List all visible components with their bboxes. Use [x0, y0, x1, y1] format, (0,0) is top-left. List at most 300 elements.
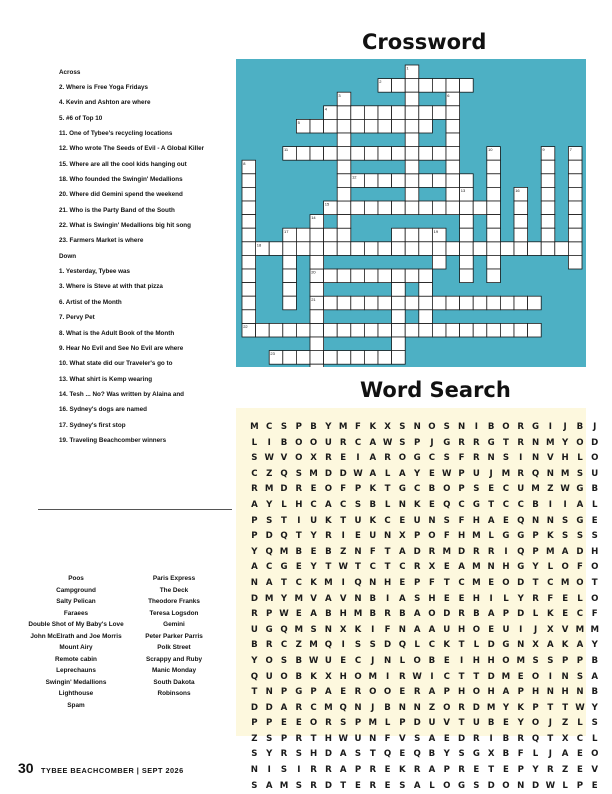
crossword-cell[interactable]: [351, 201, 365, 215]
wordsearch-letter: Y: [532, 765, 539, 776]
wordsearch-letter: A: [399, 468, 406, 479]
crossword-cell[interactable]: [487, 269, 501, 283]
crossword-cell[interactable]: [541, 187, 555, 201]
crossword-cell[interactable]: [378, 242, 392, 256]
crossword-cell[interactable]: [364, 119, 378, 133]
crossword-cell[interactable]: [419, 228, 433, 242]
crossword-cell[interactable]: [528, 242, 542, 256]
crossword-cell[interactable]: [405, 133, 419, 147]
crossword-cell[interactable]: [378, 147, 392, 161]
crossword-cell[interactable]: [568, 255, 582, 269]
crossword-cell[interactable]: [296, 147, 310, 161]
crossword-cell[interactable]: [419, 242, 433, 256]
crossword-cell[interactable]: [351, 269, 365, 283]
crossword-cell[interactable]: [364, 242, 378, 256]
wordsearch-letter: M: [250, 422, 259, 432]
word-bank-item: Lighthouse: [58, 690, 94, 697]
crossword-cell[interactable]: [419, 269, 433, 283]
wordsearch-letter: L: [547, 562, 554, 573]
crossword-cell[interactable]: [528, 323, 542, 337]
crossword-cell[interactable]: [378, 119, 392, 133]
crossword-cell[interactable]: [337, 269, 351, 283]
crossword-clue-number: 15: [324, 201, 330, 207]
crossword-cell[interactable]: [500, 296, 514, 310]
crossword-cell[interactable]: [473, 296, 487, 310]
crossword-cell[interactable]: [337, 215, 351, 229]
wordsearch-letter: I: [548, 422, 552, 432]
crossword-cell[interactable]: [487, 255, 501, 269]
crossword-cell[interactable]: [337, 147, 351, 161]
crossword-cell[interactable]: [283, 242, 297, 256]
crossword-cell[interactable]: [378, 351, 392, 365]
crossword-cell[interactable]: [541, 201, 555, 215]
crossword-cell[interactable]: [419, 119, 433, 133]
crossword-cell[interactable]: [324, 119, 338, 133]
wordsearch-letter: P: [532, 546, 539, 557]
crossword-cell[interactable]: [432, 174, 446, 188]
crossword-cell[interactable]: [392, 106, 406, 120]
crossword-cell[interactable]: [432, 106, 446, 120]
wordsearch-letter: C: [547, 577, 554, 588]
crossword-cell[interactable]: [541, 228, 555, 242]
wordsearch-letter: V: [310, 593, 317, 604]
crossword-cell[interactable]: [568, 242, 582, 256]
crossword-cell[interactable]: [419, 310, 433, 324]
crossword-cell[interactable]: [392, 79, 406, 93]
crossword-cell[interactable]: [392, 119, 406, 133]
wordsearch-letter: A: [399, 593, 406, 604]
crossword-cell[interactable]: [487, 215, 501, 229]
wordsearch-row: [247, 417, 602, 433]
crossword-cell[interactable]: [487, 296, 501, 310]
crossword-cell[interactable]: [541, 215, 555, 229]
crossword-cell[interactable]: [310, 242, 324, 256]
crossword-cell[interactable]: [392, 283, 406, 297]
crossword-cell[interactable]: [460, 269, 474, 283]
wordsearch-letter: R: [325, 718, 332, 729]
wordsearch-letter: D: [457, 733, 466, 744]
crossword-cell[interactable]: [446, 296, 460, 310]
wordsearch-letter: S: [280, 655, 288, 666]
wordsearch-letter: X: [532, 640, 539, 651]
crossword-cell[interactable]: [446, 79, 460, 93]
wordsearch-letter: D: [250, 702, 258, 713]
wordsearch-letter: B: [280, 437, 288, 448]
crossword-cell[interactable]: [405, 269, 419, 283]
crossword-cell[interactable]: [541, 242, 555, 256]
crossword-cell[interactable]: [351, 351, 365, 365]
crossword-cell[interactable]: [419, 147, 433, 161]
wordsearch-letter: A: [487, 609, 495, 620]
across-clue: 12. Who wrote The Seeds of Evil - A Global Killer: [59, 145, 205, 153]
wordsearch-letter: B: [384, 702, 391, 713]
wordsearch-letter: T: [458, 640, 465, 651]
wordsearch-letter: P: [399, 718, 406, 729]
crossword-cell[interactable]: [432, 296, 446, 310]
crossword-cell[interactable]: [405, 92, 419, 106]
crossword-cell[interactable]: [242, 283, 256, 297]
wordsearch-letter: J: [430, 437, 434, 448]
crossword-cell[interactable]: [514, 228, 528, 242]
crossword-cell[interactable]: [460, 242, 474, 256]
crossword-cell[interactable]: [473, 323, 487, 337]
wordsearch-letter: T: [547, 733, 554, 744]
wordsearch-letter: K: [369, 515, 377, 526]
crossword-cell[interactable]: [378, 174, 392, 188]
crossword-cell[interactable]: [283, 283, 297, 297]
crossword-cell[interactable]: [337, 133, 351, 147]
crossword-cell[interactable]: [337, 323, 351, 337]
crossword-cell[interactable]: [446, 147, 460, 161]
crossword-cell[interactable]: [378, 296, 392, 310]
crossword-cell[interactable]: [392, 323, 406, 337]
crossword-cell[interactable]: [419, 296, 433, 310]
crossword-cell[interactable]: [446, 201, 460, 215]
wordsearch-letter: W: [338, 562, 348, 573]
crossword-cell[interactable]: [364, 323, 378, 337]
wordsearch-letter: S: [295, 468, 302, 479]
crossword-cell[interactable]: [460, 201, 474, 215]
crossword-cell[interactable]: [364, 269, 378, 283]
crossword-cell[interactable]: [242, 215, 256, 229]
wordsearch-letter: B: [473, 609, 480, 620]
crossword-cell[interactable]: [392, 242, 406, 256]
crossword-cell[interactable]: [405, 79, 419, 93]
wordsearch-letter: H: [561, 687, 569, 698]
wordsearch-letter: B: [487, 718, 495, 729]
crossword-cell[interactable]: [310, 364, 324, 367]
wordsearch-letter: C: [428, 640, 436, 651]
wordsearch-letter: B: [532, 499, 539, 510]
wordsearch-letter: K: [413, 499, 421, 510]
wordsearch-letter: P: [414, 531, 421, 542]
crossword-cell[interactable]: [432, 255, 446, 269]
crossword-cell[interactable]: [337, 106, 351, 120]
wordsearch-letter: C: [517, 499, 524, 510]
wordsearch-letter: F: [517, 749, 524, 760]
crossword-cell[interactable]: [242, 296, 256, 310]
crossword-cell[interactable]: [378, 323, 392, 337]
crossword-cell[interactable]: [392, 201, 406, 215]
crossword-cell[interactable]: [392, 269, 406, 283]
crossword-cell[interactable]: [446, 187, 460, 201]
crossword-cell[interactable]: [283, 296, 297, 310]
wordsearch-letter: X: [547, 624, 554, 635]
crossword-cell[interactable]: [514, 215, 528, 229]
wordsearch-letter: D: [265, 531, 273, 542]
crossword-cell[interactable]: [500, 323, 514, 337]
crossword-cell[interactable]: [351, 242, 365, 256]
crossword-cell[interactable]: [392, 147, 406, 161]
crossword-cell[interactable]: [351, 106, 365, 120]
crossword-cell[interactable]: [310, 119, 324, 133]
wordsearch-letter: H: [472, 593, 480, 604]
wordsearch-letter: O: [561, 562, 569, 573]
wordsearch-letter: U: [354, 733, 362, 744]
crossword-cell[interactable]: [242, 174, 256, 188]
crossword-cell[interactable]: [568, 187, 582, 201]
crossword-cell[interactable]: [541, 160, 555, 174]
crossword-cell[interactable]: [283, 269, 297, 283]
across-clue: 18. Who founded the Swingin' Medallions: [59, 176, 183, 184]
crossword-cell[interactable]: [446, 119, 460, 133]
wordsearch-letter: Y: [310, 562, 317, 573]
wordsearch-letter: H: [457, 687, 466, 698]
crossword-cell[interactable]: [405, 323, 419, 337]
crossword-cell[interactable]: [310, 337, 324, 351]
crossword-cell[interactable]: [460, 323, 474, 337]
crossword-cell[interactable]: [296, 228, 310, 242]
crossword-cell[interactable]: [269, 242, 283, 256]
crossword-cell[interactable]: [405, 201, 419, 215]
wordsearch-letter: C: [266, 422, 273, 432]
crossword-cell[interactable]: [568, 201, 582, 215]
wordsearch-letter: R: [325, 453, 332, 464]
crossword-cell[interactable]: [405, 160, 419, 174]
wordsearch-letter: U: [428, 718, 436, 729]
crossword-cell[interactable]: [446, 174, 460, 188]
crossword-cell[interactable]: [364, 201, 378, 215]
crossword-cell[interactable]: [337, 201, 351, 215]
wordsearch-letter: N: [428, 515, 436, 526]
crossword-cell[interactable]: [419, 106, 433, 120]
wordsearch-letter: C: [502, 499, 510, 510]
wordsearch-letter: I: [371, 624, 375, 635]
wordsearch-letter: K: [369, 422, 377, 432]
wordsearch-letter: W: [279, 609, 289, 620]
crossword-cell[interactable]: [378, 106, 392, 120]
crossword-cell[interactable]: [568, 160, 582, 174]
crossword-cell[interactable]: [324, 296, 338, 310]
crossword-cell[interactable]: [419, 283, 433, 297]
crossword-cell[interactable]: [487, 228, 501, 242]
crossword-cell[interactable]: [324, 323, 338, 337]
crossword-cell[interactable]: [242, 228, 256, 242]
crossword-cell[interactable]: [568, 228, 582, 242]
crossword-cell[interactable]: [568, 174, 582, 188]
crossword-cell[interactable]: [337, 351, 351, 365]
wordsearch-letter: P: [576, 655, 584, 666]
wordsearch-letter: E: [503, 765, 509, 776]
crossword-cell[interactable]: [487, 242, 501, 256]
crossword-cell[interactable]: [405, 119, 419, 133]
crossword-cell[interactable]: [405, 174, 419, 188]
wordsearch-letter: I: [489, 593, 493, 604]
crossword-cell[interactable]: [487, 323, 501, 337]
wordsearch-letter: Y: [562, 437, 569, 448]
crossword-cell[interactable]: [405, 106, 419, 120]
crossword-cell[interactable]: [310, 255, 324, 269]
wordsearch-letter: M: [309, 468, 318, 479]
crossword-cell[interactable]: [432, 323, 446, 337]
crossword-cell[interactable]: [364, 351, 378, 365]
wordsearch-letter: Z: [562, 765, 569, 776]
crossword-cell[interactable]: [392, 174, 406, 188]
crossword-cell[interactable]: [242, 187, 256, 201]
wordsearch-letter: C: [354, 437, 362, 448]
crossword-cell[interactable]: [446, 106, 460, 120]
wordsearch-letter: D: [324, 468, 332, 479]
crossword-cell[interactable]: [364, 147, 378, 161]
wordsearch-letter: E: [488, 577, 495, 588]
crossword-cell[interactable]: [351, 119, 365, 133]
crossword-cell[interactable]: [446, 242, 460, 256]
crossword-cell[interactable]: [514, 242, 528, 256]
wordsearch-letter: S: [576, 531, 584, 542]
wordsearch-letter: M: [560, 468, 570, 479]
wordsearch-letter: O: [591, 562, 599, 573]
wordsearch-letter: A: [428, 624, 436, 635]
wordsearch-letter: O: [443, 702, 451, 713]
crossword-cell[interactable]: [460, 228, 474, 242]
crossword-cell[interactable]: [432, 201, 446, 215]
crossword-cell[interactable]: [568, 215, 582, 229]
crossword-cell[interactable]: [392, 296, 406, 310]
crossword-cell[interactable]: [473, 242, 487, 256]
crossword-cell[interactable]: [487, 201, 501, 215]
wordsearch-letter: N: [398, 624, 406, 635]
crossword-cell[interactable]: [337, 119, 351, 133]
wordsearch-letter: Z: [547, 484, 554, 495]
crossword-cell[interactable]: [432, 242, 446, 256]
crossword-cell[interactable]: [283, 351, 297, 365]
crossword-cell[interactable]: [392, 337, 406, 351]
crossword-cell[interactable]: [419, 323, 433, 337]
crossword-cell[interactable]: [324, 351, 338, 365]
wordsearch-letter: A: [413, 624, 421, 635]
crossword-cell[interactable]: [364, 174, 378, 188]
crossword-cell[interactable]: [528, 296, 542, 310]
wordsearch-letter: F: [458, 515, 465, 526]
crossword-cell[interactable]: [337, 296, 351, 310]
crossword-cell[interactable]: [351, 323, 365, 337]
crossword-cell[interactable]: [269, 323, 283, 337]
wordsearch-letter: A: [487, 515, 495, 526]
crossword-cell[interactable]: [310, 228, 324, 242]
crossword-cell[interactable]: [337, 187, 351, 201]
crossword-cell[interactable]: [324, 242, 338, 256]
crossword-cell[interactable]: [432, 147, 446, 161]
crossword-cell[interactable]: [514, 323, 528, 337]
crossword-cell[interactable]: [460, 174, 474, 188]
wordsearch-letter: A: [265, 577, 273, 588]
wordsearch-letter: P: [251, 515, 258, 526]
crossword-cell[interactable]: [446, 323, 460, 337]
crossword-cell[interactable]: [392, 228, 406, 242]
wordsearch-letter: C: [251, 468, 258, 479]
crossword-cell[interactable]: [446, 133, 460, 147]
crossword-cell[interactable]: [310, 283, 324, 297]
crossword-cell[interactable]: [405, 147, 419, 161]
crossword-cell[interactable]: [405, 187, 419, 201]
crossword-cell[interactable]: [351, 296, 365, 310]
crossword-cell[interactable]: [296, 242, 310, 256]
wordsearch-letter: A: [369, 453, 377, 464]
crossword-cell[interactable]: [351, 147, 365, 161]
crossword-cell[interactable]: [242, 269, 256, 283]
crossword-cell[interactable]: [460, 215, 474, 229]
crossword-cell[interactable]: [460, 79, 474, 93]
crossword-cell[interactable]: [242, 255, 256, 269]
wordsearch-letter: A: [251, 562, 258, 573]
crossword-cell[interactable]: [405, 228, 419, 242]
wordsearch-letter: N: [413, 422, 421, 432]
wordsearch-letter: P: [458, 468, 465, 479]
crossword-cell[interactable]: [283, 255, 297, 269]
crossword-cell[interactable]: [310, 323, 324, 337]
crossword-cell[interactable]: [283, 323, 297, 337]
crossword-cell[interactable]: [405, 242, 419, 256]
crossword-cell[interactable]: [310, 310, 324, 324]
wordsearch-letter: U: [472, 468, 480, 479]
crossword-cell[interactable]: [337, 160, 351, 174]
crossword-cell[interactable]: [378, 269, 392, 283]
crossword-cell[interactable]: [392, 310, 406, 324]
wordsearch-letter: Q: [413, 749, 421, 760]
crossword-cell[interactable]: [487, 187, 501, 201]
crossword-cell[interactable]: [324, 228, 338, 242]
crossword-cell[interactable]: [337, 242, 351, 256]
wordsearch-row: [247, 448, 602, 464]
crossword-cell[interactable]: [487, 174, 501, 188]
crossword-cell[interactable]: [324, 269, 338, 283]
crossword-cell[interactable]: [324, 147, 338, 161]
crossword-cell[interactable]: [378, 201, 392, 215]
crossword-cell[interactable]: [514, 201, 528, 215]
crossword-cell[interactable]: [337, 228, 351, 242]
crossword-cell[interactable]: [432, 79, 446, 93]
crossword-cell[interactable]: [419, 174, 433, 188]
crossword-cell[interactable]: [473, 201, 487, 215]
wordsearch-letter: T: [310, 733, 317, 744]
crossword-cell[interactable]: [419, 201, 433, 215]
wordsearch-letter: X: [310, 453, 317, 464]
crossword-cell[interactable]: [310, 351, 324, 365]
crossword-cell[interactable]: [392, 351, 406, 365]
wordsearch-letter: E: [443, 655, 450, 666]
wordsearch-letter: U: [324, 437, 332, 448]
wordsearch-letter: E: [429, 468, 435, 479]
crossword-cell[interactable]: [364, 296, 378, 310]
crossword-cell[interactable]: [364, 106, 378, 120]
crossword-clue-number: 7: [569, 147, 572, 153]
wordsearch-letter: N: [517, 780, 525, 791]
crossword-cell[interactable]: [337, 174, 351, 188]
crossword-cell[interactable]: [419, 79, 433, 93]
across-clue: 23. Farmers Market is where: [59, 237, 144, 245]
crossword-cell[interactable]: [555, 242, 569, 256]
crossword-cell[interactable]: [541, 174, 555, 188]
crossword-cell[interactable]: [514, 296, 528, 310]
crossword-cell[interactable]: [296, 351, 310, 365]
wordsearch-letter: M: [531, 484, 540, 495]
crossword-cell[interactable]: [242, 242, 256, 256]
crossword-cell[interactable]: [487, 160, 501, 174]
crossword-cell[interactable]: [242, 310, 256, 324]
wordsearch-letter: E: [340, 687, 347, 698]
crossword-cell[interactable]: [446, 160, 460, 174]
crossword-cell[interactable]: [405, 296, 419, 310]
crossword-cell[interactable]: [256, 323, 270, 337]
wordsearch-letter: S: [310, 624, 317, 635]
wordsearch-letter: J: [371, 655, 375, 666]
crossword-cell[interactable]: [460, 255, 474, 269]
crossword-cell[interactable]: [242, 201, 256, 215]
crossword-cell[interactable]: [500, 242, 514, 256]
crossword-cell[interactable]: [310, 147, 324, 161]
crossword-cell[interactable]: [296, 323, 310, 337]
crossword-cell[interactable]: [460, 296, 474, 310]
